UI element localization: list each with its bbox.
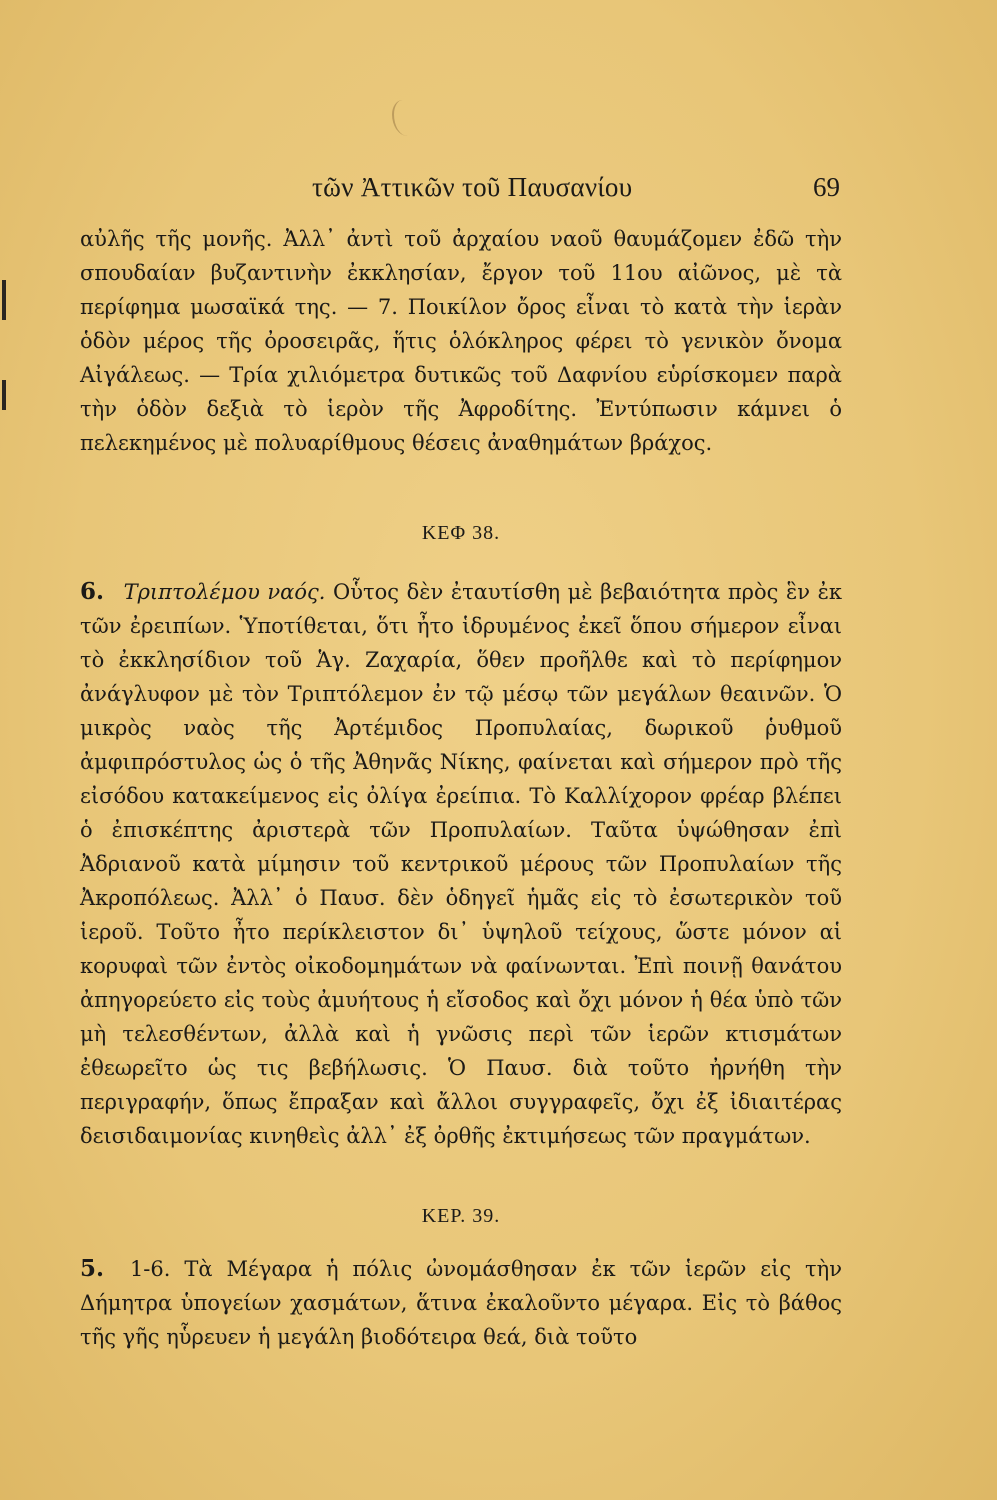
paragraph-2: [80, 575, 842, 1153]
page-number: 69: [813, 172, 840, 202]
page-header: [80, 172, 840, 212]
paragraph-1: [80, 222, 842, 460]
paragraph-italic-title: Τριπτολέμου ναός.: [123, 580, 326, 604]
paragraph-marker: 5.: [80, 1255, 105, 1282]
section-heading-39: ΚΕΡ. 39.: [421, 1205, 501, 1227]
section-heading-38: ΚΕΦ 38.: [421, 522, 501, 544]
paragraph-3: [80, 1252, 842, 1354]
paragraph-text: Οὗτος δὲν ἐταυτίσθη μὲ βεβαιότητα πρὸς ἓν ἐκ τῶν ἐρειπίων. Ὑποτίθεται, ὅτι ἦτο ἱδρυμένος ἐκεῖ ὅπου σήμερον εἶναι τὸ ἐκκλησίδιον τοῦ Ἁγ. Ζαχαρία, ὅθεν προῆλθε καὶ τὸ περίφημον ἀνάγλυφον μὲ τὸν Τριπτόλεμον ἐν τῷ μέσῳ τῶν μεγάλων θεαινῶν. Ὁ μικρὸς ναὸς τῆς Ἀρτέμιδος Προπυλαίας, δωρικοῦ ῥυθμοῦ ἀμφιπρόστυλος ὡς ὁ τῆς Ἀθηνᾶς Νίκης, φαίνεται καὶ σήμερον πρὸ τῆς εἰσόδου κατακείμενος εἰς ὀλίγα ἐρείπια. Τὸ Καλλίχορον φρέαρ βλέπει ὁ ἐπισκέπτης ἀριστερὰ τῶν Προπυλαίων. Ταῦτα ὑψώθησαν ἐπὶ Ἀδριανοῦ κατὰ μίμησιν τοῦ κεντρικοῦ μέρους τῶν Προπυλαίων τῆς Ἀκροπόλεως. Ἀλλ᾽ ὁ Παυσ. δὲν ὁδηγεῖ ἡμᾶς εἰς τὸ ἐσωτερικὸν τοῦ ἱεροῦ. Τοῦτο ἦτο περίκλειστον δι᾽ ὑψηλοῦ τείχους, ὥστε μόνον αἱ κορυφαὶ τῶν ἐντὸς οἰκοδομημάτων νὰ φαίνωνται. Ἐπὶ ποινῇ θανάτου ἀπηγορεύετο εἰς τοὺς ἀμυήτους ἡ εἴσοδος καὶ ὄχι μόνον ἡ θέα ὑπὸ τῶν μὴ τελεσθέντων, ἀλλὰ καὶ ἡ γνῶσις περὶ τῶν ἱερῶν κτισμάτων ἐθεωρεῖτο ὡς τις βεβήλωσις. Ὁ Παυσ. διὰ τοῦτο ἠρνήθη τὴν περιγραφήν, ὅπως ἔπραξαν καὶ ἄλλοι συγγραφεῖς, ὄχι ἐξ ἰδιαιτέρας δεισιδαιμονίας κινηθεὶς ἀλλ᾽ ἐξ ὀρθῆς ἐκτιμήσεως τῶν πραγμάτων.: [80, 580, 842, 1148]
margin-mark: [2, 380, 6, 410]
paragraph-marker: 6.: [80, 578, 105, 605]
running-title: τῶν Ἀττικῶν τοῦ Παυσανίου: [312, 172, 633, 202]
paragraph-text: αὐλῆς τῆς μονῆς. Ἀλλ᾽ ἀντὶ τοῦ ἀρχαίου ναοῦ θαυμάζομεν ἐδῶ τὴν σπουδαίαν βυζαντινὴν ἐκκλησίαν, ἔργον τοῦ 11ου αἰῶνος, μὲ τὰ περίφημα μωσαϊκά της. — 7. Ποικίλον ὄρος εἶναι τὸ κατὰ τὴν ἱερὰν ὁδὸν μέρος τῆς ὀροσειρᾶς, ἥτις ὁλόκληρος φέρει τὸ γενικὸν ὄνομα Αἰγάλεως. — Τρία χιλιόμετρα δυτικῶς τοῦ Δαφνίου εὑρίσκομεν παρὰ τὴν ὁδὸν δεξιὰ τὸ ἱερὸν τῆς Ἀφροδίτης. Ἐντύπωσιν κάμνει ὁ πελεκημένος μὲ πολυαρίθμους θέσεις ἀναθημάτων βράχος.: [80, 227, 842, 455]
paragraph-text: 1-6. Τὰ Μέγαρα ἡ πόλις ὠνομάσθησαν ἐκ τῶν ἱερῶν εἰς τὴν Δήμητρα ὑπογείων χασμάτων, ἅτινα ἐκαλοῦντο μέγαρα. Εἰς τὸ βάθος τῆς γῆς ηὗρευεν ἡ μεγάλη βιοδότειρα θεά, διὰ τοῦτο: [80, 1257, 842, 1349]
margin-mark: [2, 280, 6, 320]
ink-smudge: [392, 100, 418, 136]
